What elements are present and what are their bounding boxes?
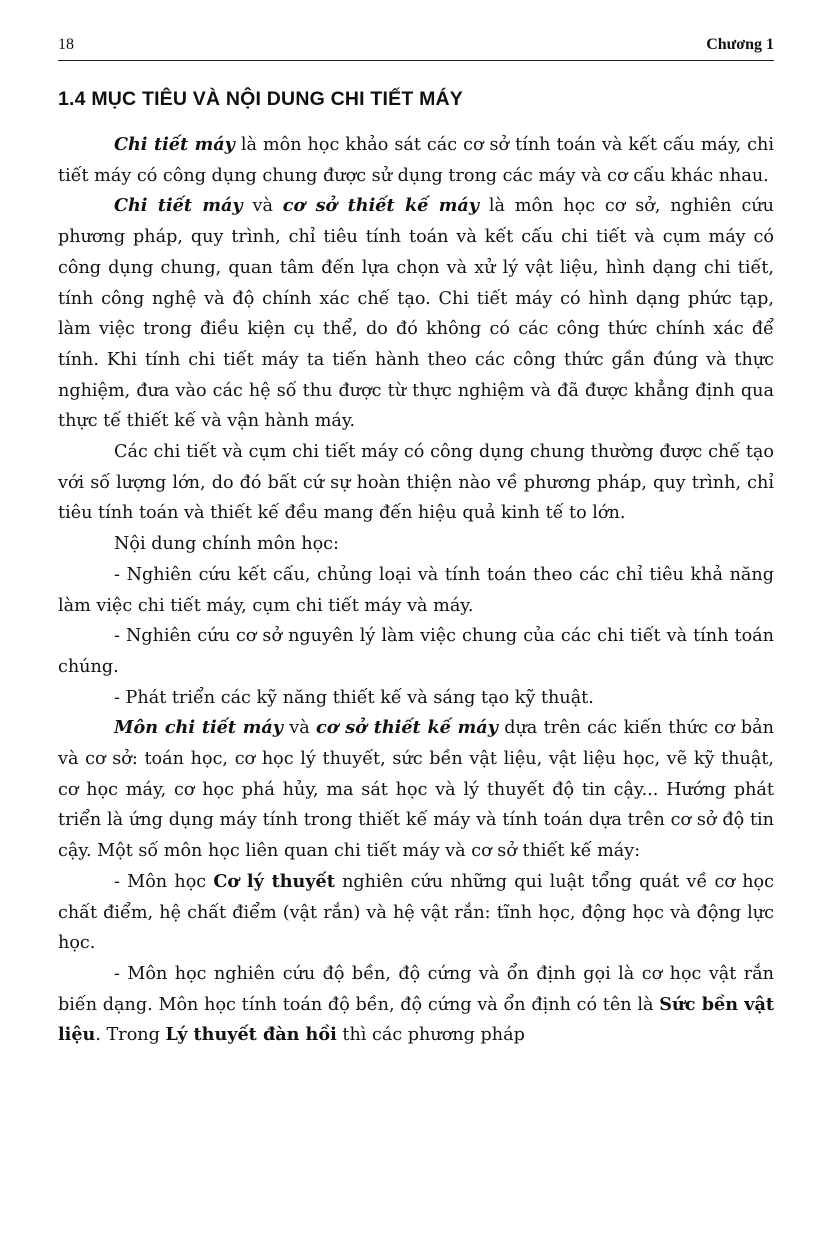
conjunction: và (242, 196, 283, 217)
paragraph-4: Nội dung chính môn học: (114, 534, 339, 555)
term-co-so-thiet-ke-may: cơ sở thiết kế máy (282, 195, 479, 217)
body-text (58, 130, 774, 1051)
term-co-ly-thuyet: Cơ lý thuyết (213, 870, 335, 892)
term-chi-tiet-may: Chi tiết máy (114, 195, 243, 217)
paragraph-2 (58, 191, 774, 437)
term-ly-thuyet-dan-hoi: Lý thuyết đàn hồi (165, 1024, 337, 1046)
chapter-label: Chương 1 (706, 36, 774, 53)
conjunction: và (283, 718, 317, 739)
term-mon-chi-tiet-may: Môn chi tiết máy (114, 717, 284, 739)
list-item-1: - Nghiên cứu kết cấu, chủng loại và tính toán theo các chỉ tiêu khả năng làm việc chi tiết máy, cụm chi tiết máy và máy. (58, 564, 774, 616)
term-suc-ben-vat-lieu: Sức bền vật liệu (58, 993, 774, 1046)
list-item-suc-ben (58, 959, 774, 1051)
list-item-text: thì các phương pháp (336, 1025, 525, 1046)
paragraph-8-text: dựa trên các kiến thức cơ bản và cơ sở: toán học, cơ học lý thuyết, sức bền vật liệu, vật liệu học, vẽ kỹ thuật, cơ học máy, cơ học phá hủy, ma sát học và lý thuyết độ tin cậy... Hướng phát triển là ứng dụng máy tính trong thiết kế máy và tính toán dựa trên cơ sở độ tin cậy. Một số môn học liên quan chi tiết máy và cơ sở thiết kế máy: (58, 718, 774, 862)
list-item-text: . Trong (95, 1025, 166, 1046)
list-item-text: nghiên cứu những qui luật tổng quát về cơ học chất điểm, hệ chất điểm (vật rắn) và hệ vật rắn: tĩnh học, động học và động lực học. (58, 871, 774, 954)
list-item-2: - Nghiên cứu cơ sở nguyên lý làm việc chung của các chi tiết và tính toán chúng. (58, 626, 774, 677)
paragraph-8 (58, 713, 774, 867)
term-chi-tiet-may: Chi tiết máy (114, 134, 235, 155)
section-title: 1.4 MỤC TIÊU VÀ NỘI DUNG CHI TIẾT MÁY (58, 88, 464, 110)
page-number: 18 (58, 36, 74, 53)
list-item-3: - Phát triển các kỹ năng thiết kế và sáng tạo kỹ thuật. (114, 687, 594, 708)
paragraph-1 (58, 130, 774, 191)
term-co-so-thiet-ke-may: cơ sở thiết kế máy (316, 717, 498, 739)
list-item-text: - Môn học nghiên cứu độ bền, độ cứng và ổn định gọi là cơ học vật rắn biến dạng. Môn học tính toán độ bền, độ cứng và ổn định có tên là (58, 963, 774, 1015)
paragraph-1-text: là môn học khảo sát các cơ sở tính toán và kết cấu máy, chi tiết máy có công dụng chung được sử dụng trong các máy và cơ cấu khác nhau. (58, 135, 774, 186)
list-item-co-ly-thuyet (58, 867, 774, 959)
paragraph-2-text: là môn học cơ sở, nghiên cứu phương pháp, quy trình, chỉ tiêu tính toán và kết cấu chi tiết và cụm máy có công dụng chung, quan tâm đến lựa chọn và xử lý vật liệu, hình dạng chi tiết, tính công nghệ và độ chính xác chế tạo. Chi tiết máy có hình dạng phức tạp, làm việc trong điều kiện cụ thể, do đó không có các công thức chính xác để tính. Khi tính chi tiết máy ta tiến hành theo các công thức gần đúng và thực nghiệm, đưa vào các hệ số thu được từ thực nghiệm và đã được khẳng định qua thực tế thiết kế và vận hành máy. (58, 196, 774, 432)
paragraph-3: Các chi tiết và cụm chi tiết máy có công dụng chung thường được chế tạo với số lượng lớn, do đó bất cứ sự hoàn thiện nào về phương pháp, quy trình, chỉ tiêu tính toán và thiết kế đều mang đến hiệu quả kinh tế to lớn. (58, 442, 774, 524)
list-item-prefix: - Môn học (114, 871, 214, 892)
page-header (58, 34, 774, 61)
